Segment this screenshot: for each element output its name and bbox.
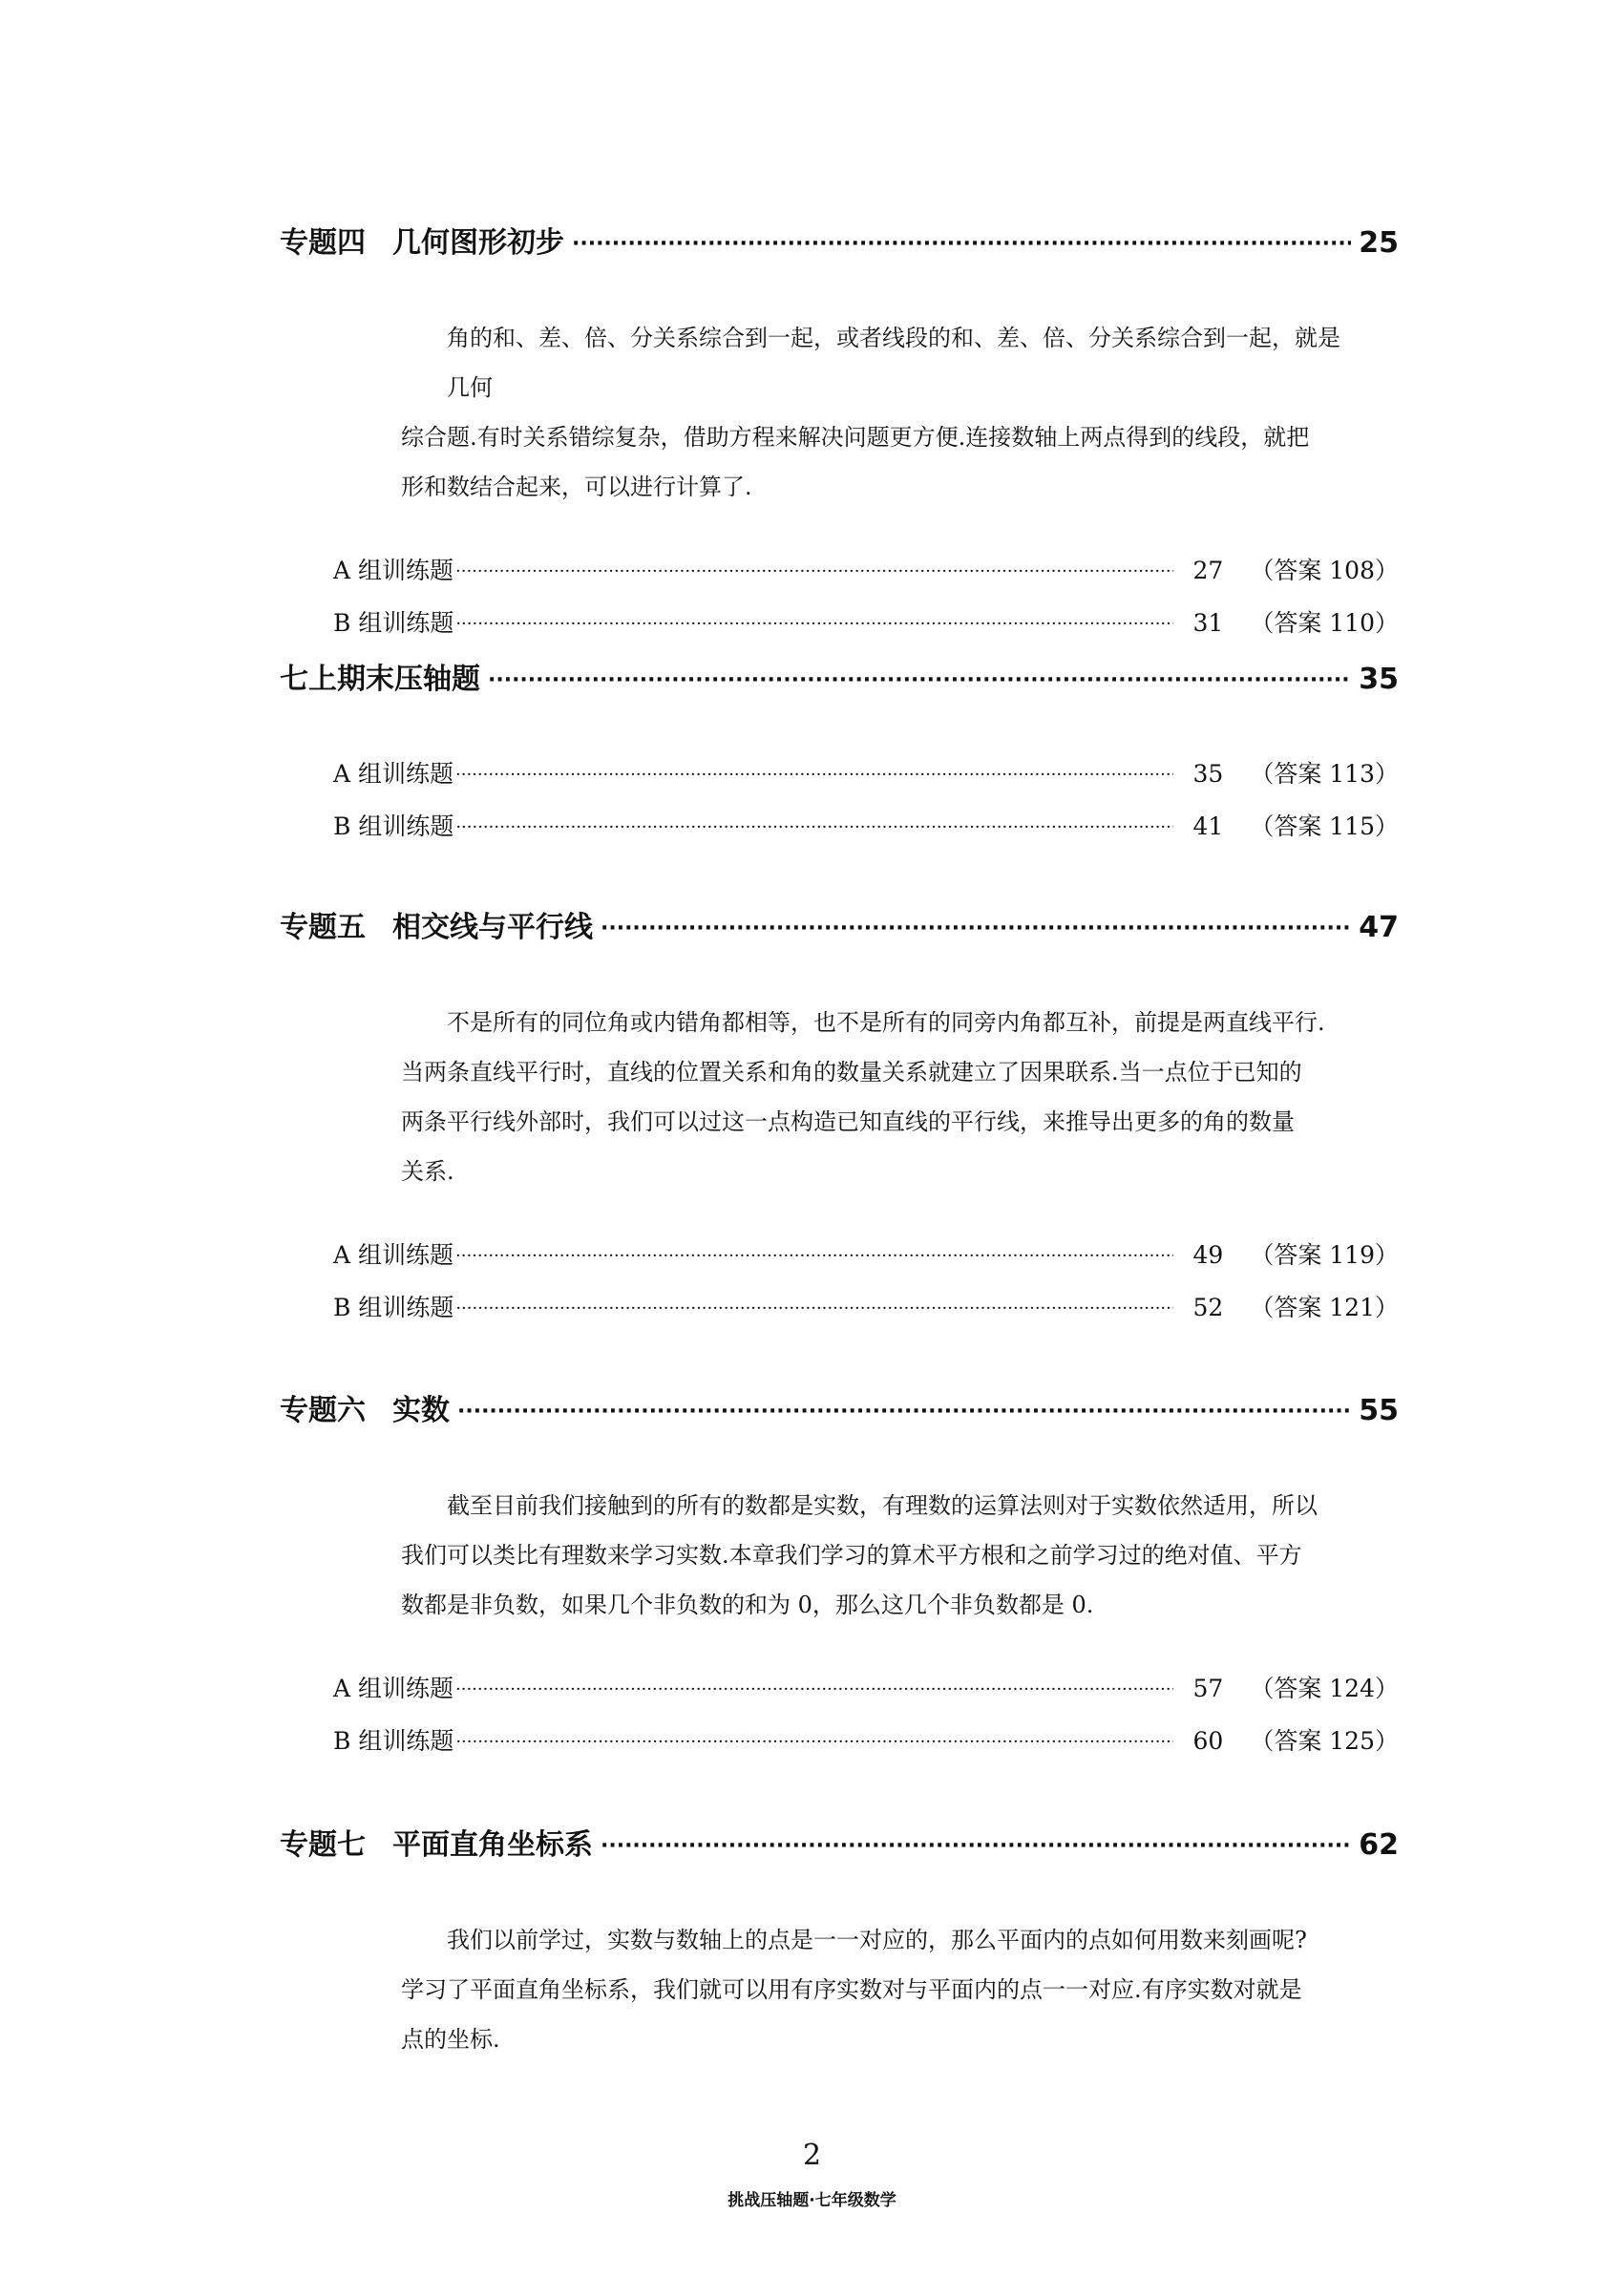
answer-page: （答案 125） — [1250, 1727, 1399, 1755]
description-line: 当两条直线平行时，直线的位置关系和角的数量关系就建立了因果联系.当一点位于已知的 — [401, 1059, 1302, 1086]
exercise-list — [280, 749, 1399, 854]
section-description — [280, 998, 1399, 1196]
section-heading[interactable] — [280, 224, 1399, 265]
exercise-page: 27 — [1192, 557, 1224, 584]
answer-page: （答案 115） — [1250, 812, 1399, 840]
answer-page: （答案 110） — [1250, 609, 1399, 637]
description-line: 关系. — [401, 1158, 454, 1185]
description-line: 角的和、差、倍、分关系综合到一起，或者线段的和、差、倍、分关系综合到一起，就是几何 — [447, 325, 1340, 401]
exercise-label: A 组训练题 — [333, 1241, 454, 1269]
exercise-entry[interactable] — [280, 1283, 1399, 1336]
dot-leader — [455, 600, 1173, 649]
exercise-page: 57 — [1192, 1675, 1224, 1702]
exercise-label: B 组训练题 — [333, 1727, 454, 1755]
section-title: 相交线与平行线 — [392, 911, 593, 944]
description-line: 截至目前我们接触到的所有的数都是实数，有理数的运算法则对于实数依然适用，所以 — [447, 1492, 1318, 1519]
toc-section — [280, 909, 1399, 1336]
dot-leader — [455, 750, 1173, 800]
section-number: 专题七 — [280, 1828, 366, 1862]
section-title: 实数 — [392, 1394, 450, 1427]
exercise-page: 31 — [1192, 609, 1224, 637]
description-line: 数都是非负数，如果几个非负数的和为 0，那么这几个非负数都是 0. — [401, 1592, 1094, 1618]
section-page: 55 — [1359, 1394, 1399, 1427]
exercise-page: 41 — [1192, 812, 1224, 840]
exercise-list — [280, 546, 1399, 651]
section-title: 几何图形初步 — [392, 226, 564, 260]
answer-page: （答案 121） — [1250, 1294, 1399, 1321]
exercise-page: 60 — [1192, 1727, 1224, 1755]
exercise-label: A 组训练题 — [333, 1675, 454, 1702]
exercise-entry[interactable] — [280, 749, 1399, 802]
section-description — [280, 313, 1399, 512]
section-heading[interactable] — [280, 909, 1399, 950]
section-description — [280, 1915, 1399, 2064]
dot-leader — [455, 1232, 1173, 1281]
section-title: 七上期末压轴题 — [280, 663, 480, 696]
exercise-label: B 组训练题 — [333, 1294, 454, 1321]
section-number: 专题五 — [280, 911, 366, 944]
exercise-list — [280, 1664, 1399, 1769]
section-heading[interactable] — [280, 1826, 1399, 1867]
toc-section — [280, 661, 1399, 854]
dot-leader — [488, 662, 1351, 700]
exercise-label: B 组训练题 — [333, 609, 454, 637]
dot-leader — [455, 1718, 1173, 1767]
exercise-entry[interactable] — [280, 546, 1399, 599]
toc-section — [280, 224, 1399, 651]
description-line: 不是所有的同位角或内错角都相等，也不是所有的同旁内角都互补，前提是两直线平行. — [447, 1009, 1325, 1036]
exercise-entry[interactable] — [280, 1231, 1399, 1283]
section-heading[interactable] — [280, 661, 1399, 702]
dot-leader — [457, 1393, 1351, 1431]
description-line: 我们以前学过，实数与数轴上的点是一一对应的，那么平面内的点如何用数来刻画呢? — [447, 1927, 1307, 1953]
answer-page: （答案 119） — [1250, 1241, 1399, 1269]
section-description — [280, 1481, 1399, 1630]
section-page: 47 — [1359, 911, 1399, 944]
description-line: 点的坐标. — [401, 2026, 500, 2053]
section-page: 25 — [1359, 226, 1399, 260]
description-line: 形和数结合起来，可以进行计算了. — [401, 474, 752, 500]
section-number: 专题四 — [280, 226, 366, 260]
exercise-entry[interactable] — [280, 1717, 1399, 1769]
answer-page: （答案 108） — [1250, 557, 1399, 584]
description-line: 我们可以类比有理数来学习实数.本章我们学习的算术平方根和之前学习过的绝对值、平方 — [401, 1542, 1302, 1569]
exercise-page: 35 — [1192, 760, 1224, 788]
description-line: 两条平行线外部时，我们可以过这一点构造已知直线的平行线，来推导出更多的角的数量 — [401, 1108, 1295, 1135]
toc-section — [280, 1392, 1399, 1769]
section-title: 平面直角坐标系 — [392, 1828, 593, 1862]
exercise-label: A 组训练题 — [333, 557, 454, 584]
exercise-list — [280, 1231, 1399, 1336]
dot-leader — [455, 547, 1173, 597]
description-line: 学习了平面直角坐标系，我们就可以用有序实数对与平面内的点一一对应.有序实数对就是 — [401, 1976, 1302, 2003]
section-number: 专题六 — [280, 1394, 366, 1427]
toc-section — [280, 1826, 1399, 2064]
exercise-page: 52 — [1192, 1294, 1224, 1321]
exercise-entry[interactable] — [280, 1664, 1399, 1717]
dot-leader — [572, 225, 1351, 264]
section-page: 35 — [1359, 663, 1399, 696]
page-number: 2 — [802, 2139, 822, 2172]
dot-leader — [455, 1284, 1173, 1334]
dot-leader — [455, 803, 1173, 853]
exercise-entry[interactable] — [280, 599, 1399, 651]
exercise-label: A 组训练题 — [333, 760, 454, 788]
exercise-label: B 组训练题 — [333, 812, 454, 840]
section-page: 62 — [1359, 1828, 1399, 1862]
book-title: 挑战压轴题·七年级数学 — [728, 2191, 896, 2210]
answer-page: （答案 113） — [1250, 760, 1399, 788]
answer-page: （答案 124） — [1250, 1675, 1399, 1702]
dot-leader — [601, 1827, 1351, 1866]
dot-leader — [455, 1665, 1173, 1715]
section-heading[interactable] — [280, 1392, 1399, 1433]
description-line: 综合题.有时关系错综复杂，借助方程来解决问题更方便.连接数轴上两点得到的线段，就把 — [401, 424, 1310, 451]
exercise-entry[interactable] — [280, 802, 1399, 854]
dot-leader — [601, 910, 1351, 948]
exercise-page: 49 — [1192, 1241, 1224, 1269]
